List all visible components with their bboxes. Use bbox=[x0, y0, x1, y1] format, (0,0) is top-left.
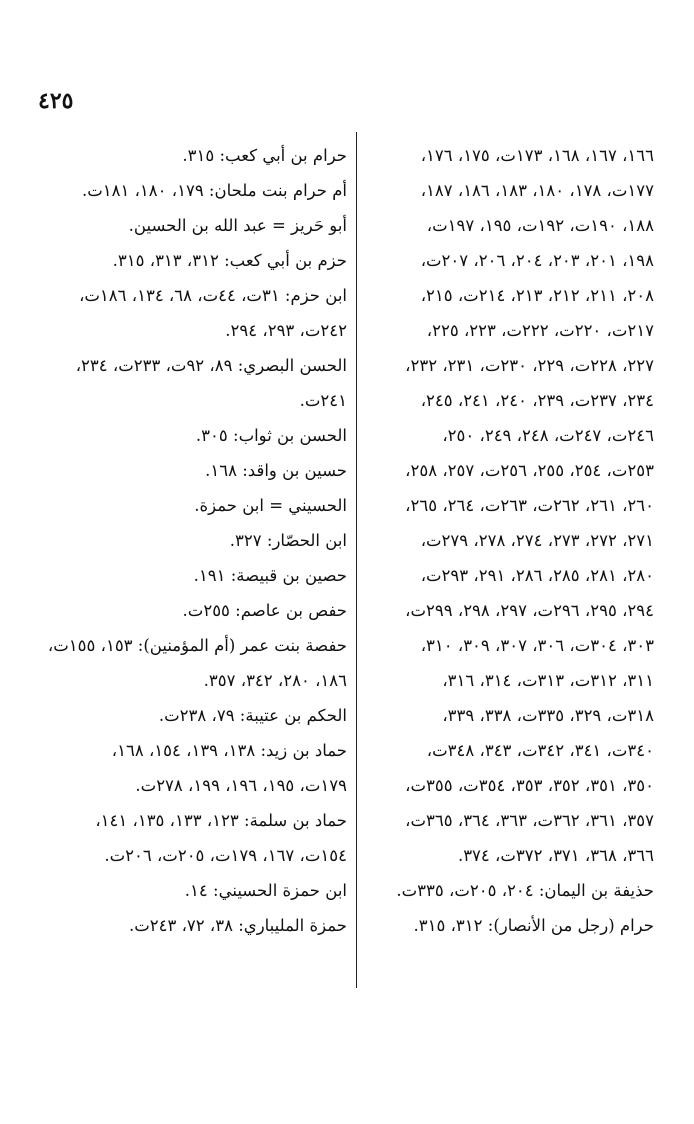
index-entry-line: أم حرام بنت ملحان: ١٧٩، ١٨٠، ١٨١ت. bbox=[81, 181, 347, 200]
index-entry-line: ١٩٨، ٢٠١، ٢٠٣، ٢٠٤، ٢٠٦، ٢٠٧ت، bbox=[420, 251, 654, 270]
index-entry-line: الحسن بن ثواب: ٣٠٥. bbox=[195, 426, 347, 445]
index-entry-line: ٢٥٣ت، ٢٥٤، ٢٥٥، ٢٥٦ت، ٢٥٧، ٢٥٨، bbox=[405, 461, 654, 480]
index-entry-line: ١٧٧ت، ١٧٨، ١٨٠، ١٨٣، ١٨٦، ١٨٧، bbox=[420, 181, 654, 200]
index-entry-line: حسين بن واقد: ١٦٨. bbox=[205, 461, 347, 480]
index-entry-line: حفص بن عاصم: ٢٥٥ت. bbox=[182, 601, 347, 620]
index-entry-line: ٢٤٦ت، ٢٤٧ت، ٢٤٨، ٢٤٩، ٢٥٠، bbox=[442, 426, 654, 445]
index-entry-line: ابن حمزة الحسيني: ١٤. bbox=[184, 881, 347, 900]
index-entry-line: الحسن البصري: ٨٩، ٩٢ت، ٢٣٣ت، ٢٣٤، bbox=[75, 356, 347, 375]
index-entry-line: حمزة المليباري: ٣٨، ٧٢، ٢٤٣ت. bbox=[128, 916, 347, 935]
index-entry-line: حماد بن سلمة: ١٢٣، ١٣٣، ١٣٥، ١٤١، bbox=[95, 811, 347, 830]
index-entry-line: ٣٤٠ت، ٣٤١، ٣٤٢ت، ٣٤٣، ٣٤٨ت، bbox=[426, 741, 654, 760]
index-entry-line: ٢٧١، ٢٧٢، ٢٧٣، ٢٧٤، ٢٧٨، ٢٧٩ت، bbox=[420, 531, 654, 550]
index-entry-line: ٢٠٨، ٢١١، ٢١٢، ٢١٣، ٢١٤ت، ٢١٥، bbox=[420, 286, 654, 305]
index-entry-line: ٣٥٠، ٣٥١، ٣٥٢، ٣٥٣، ٣٥٤ت، ٣٥٥ت، bbox=[405, 776, 654, 795]
index-column-right bbox=[366, 138, 654, 943]
index-entry-line: ٢٦٠، ٢٦١، ٢٦٢ت، ٢٦٣ت، ٢٦٤، ٢٦٥، bbox=[405, 496, 654, 515]
index-entry-line: ٢٩٤، ٢٩٥، ٢٩٦ت، ٢٩٧، ٢٩٨، ٢٩٩ت، bbox=[405, 601, 654, 620]
index-entry-line: حصين بن قبيصة: ١٩١. bbox=[193, 566, 347, 585]
index-entry-line: ٣٥٧، ٣٦١، ٣٦٢ت، ٣٦٣، ٣٦٤، ٣٦٥ت، bbox=[405, 811, 654, 830]
index-entry-line: ٢٤٢ت، ٢٩٣، ٢٩٤. bbox=[225, 321, 347, 340]
index-entry-line: الحكم بن عتيبة: ٧٩، ٢٣٨ت. bbox=[158, 706, 347, 725]
index-entry-line: ١٨٦، ٢٨٠، ٣٤٢، ٣٥٧. bbox=[203, 671, 347, 690]
index-entry-line: ابن حزم: ٣١ت، ٤٤ت، ٦٨، ١٣٤، ١٨٦ت، bbox=[79, 286, 347, 305]
index-entry-line: ٣١١، ٣١٢ت، ٣١٣ت، ٣١٤، ٣١٦، bbox=[442, 671, 654, 690]
index-entry-line: ابن الحصّار: ٣٢٧. bbox=[229, 531, 347, 550]
index-entry-line: ٢١٧ت، ٢٢٠ت، ٢٢٢ت، ٢٢٣، ٢٢٥، bbox=[426, 321, 654, 340]
index-entry-line: ١٥٤ت، ١٦٧، ١٧٩ت، ٢٠٥ت، ٢٠٦ت. bbox=[104, 846, 347, 865]
index-entry-line: ٢٨٠، ٢٨١، ٢٨٥، ٢٨٦، ٢٩١، ٢٩٣ت، bbox=[420, 566, 654, 585]
index-entry-line: ١٧٩ت، ١٩٥، ١٩٦، ١٩٩، ٢٧٨ت. bbox=[135, 776, 347, 795]
index-entry-line: حماد بن زيد: ١٣٨، ١٣٩، ١٥٤، ١٦٨، bbox=[111, 741, 347, 760]
index-entry-line: ٢٣٤، ٢٣٧ت، ٢٣٩، ٢٤٠، ٢٤١، ٢٤٥، bbox=[420, 391, 654, 410]
index-entry-line: حرام بن أبي كعب: ٣١٥. bbox=[182, 146, 347, 165]
index-entry-line: ٢٤١ت. bbox=[299, 391, 347, 410]
index-entry-line: حفصة بنت عمر (أم المؤمنين): ١٥٣، ١٥٥ت، bbox=[47, 636, 347, 655]
index-entry-line: ٣١٨ت، ٣٢٩، ٣٣٥ت، ٣٣٨، ٣٣٩، bbox=[442, 706, 654, 725]
index-entry-line: حذيفة بن اليمان: ٢٠٤، ٢٠٥ت، ٣٣٥ت. bbox=[396, 881, 654, 900]
page-number: ٤٢٥ bbox=[38, 88, 74, 114]
index-entry-line: ٣٠٣، ٣٠٤ت، ٣٠٦، ٣٠٧، ٣٠٩، ٣١٠، bbox=[420, 636, 654, 655]
column-divider bbox=[356, 132, 357, 988]
index-entry-line: ١٨٨، ١٩٠ت، ١٩٢ت، ١٩٥، ١٩٧ت، bbox=[426, 216, 654, 235]
index-column-left bbox=[47, 138, 347, 943]
index-entry-line: حرام (رجل من الأنصار): ٣١٢، ٣١٥. bbox=[413, 916, 654, 935]
index-entry-line: ١٦٦، ١٦٧، ١٦٨، ١٧٣ت، ١٧٥، ١٧٦، bbox=[420, 146, 654, 165]
index-entry-line: ٣٦٦، ٣٦٨، ٣٧١، ٣٧٢ت، ٣٧٤. bbox=[457, 846, 654, 865]
index-entry-line: أبو حَريز = عبد الله بن الحسين. bbox=[128, 216, 347, 235]
index-entry-line: حزم بن أبي كعب: ٣١٢، ٣١٣، ٣١٥. bbox=[112, 251, 347, 270]
index-entry-line: ٢٢٧، ٢٢٨ت، ٢٢٩، ٢٣٠ت، ٢٣١، ٢٣٢، bbox=[405, 356, 654, 375]
index-entry-line: الحسيني = ابن حمزة. bbox=[194, 496, 347, 515]
